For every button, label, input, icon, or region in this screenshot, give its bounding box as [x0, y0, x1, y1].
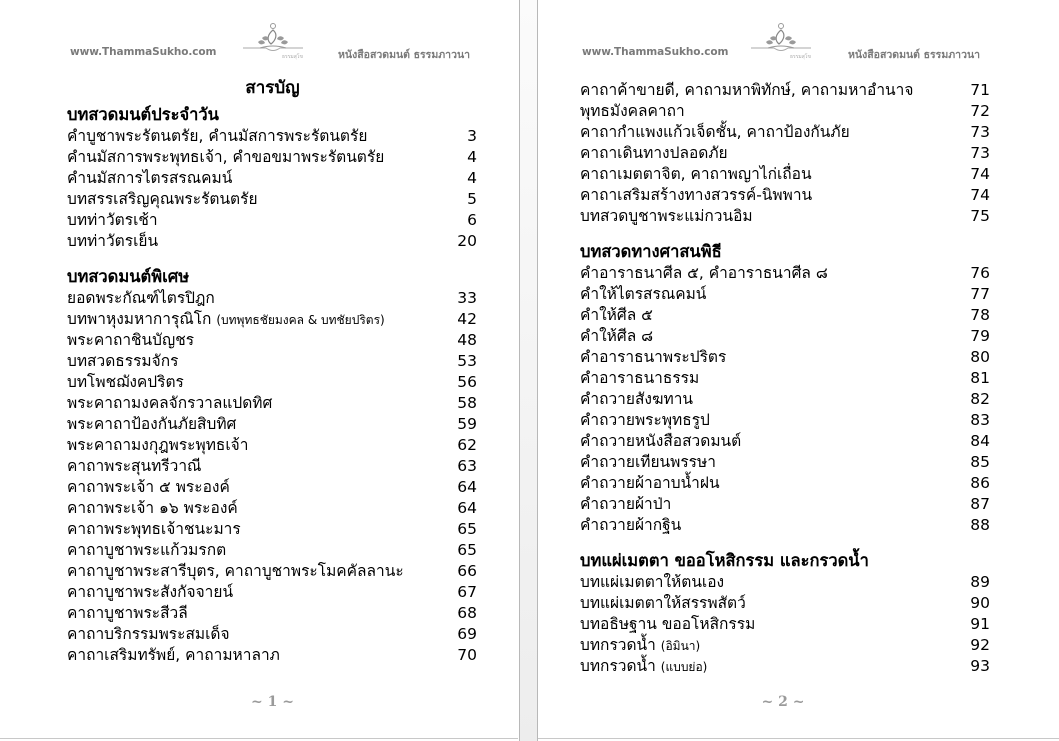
toc-entry-note: (บทพุทธชัยมงคล & บทชัยปริตร)	[216, 313, 385, 327]
toc-entry[interactable]	[67, 456, 477, 477]
toc-entry-title: คาถาบูชาพระสารีบุตร, คาถาบูชาพระโมคคัลลานะ	[67, 562, 404, 580]
toc-page-number: 72	[970, 102, 990, 120]
toc-entry-title-wrap	[67, 168, 232, 189]
toc-entry[interactable]	[580, 572, 990, 593]
toc-page-number: 83	[970, 411, 990, 429]
toc-entry-title-wrap	[67, 414, 236, 435]
toc-page-number: 53	[457, 352, 477, 370]
toc-entry-title-wrap	[67, 330, 194, 351]
toc-entry-title-wrap	[580, 284, 706, 305]
toc-page-number: 68	[457, 604, 477, 622]
toc-entry-title-wrap	[580, 206, 753, 227]
toc-entry-title-wrap	[67, 540, 226, 561]
toc-entry-title: คาถาบริกรรมพระสมเด็จ	[67, 625, 230, 643]
toc-page-number: 67	[457, 583, 477, 601]
toc-page-number: 63	[457, 457, 477, 475]
toc-entry-title: บทสวดบูชาพระแม่กวนอิม	[580, 207, 753, 225]
toc-entry-title: บทท่าวัตรเช้า	[67, 211, 158, 229]
toc-entry-note: (แบบย่อ)	[660, 660, 708, 674]
toc-entry-title-wrap	[67, 210, 158, 231]
toc-entry[interactable]	[67, 189, 477, 210]
toc-entry-title: คำถวายผ้ากฐิน	[580, 516, 682, 534]
toc-entry[interactable]	[580, 515, 990, 536]
toc-page-number: 3	[467, 127, 477, 145]
toc-page-number: 73	[970, 123, 990, 141]
toc-entry[interactable]	[580, 185, 990, 206]
toc-entry[interactable]	[67, 330, 477, 351]
toc-entry[interactable]	[580, 122, 990, 143]
toc-page-number: 59	[457, 415, 477, 433]
toc-page-number: 64	[457, 478, 477, 496]
toc-entry-title: คาถาพระพุทธเจ้าชนะมาร	[67, 520, 241, 538]
toc-entry[interactable]	[580, 635, 990, 656]
toc-page-number: 65	[457, 520, 477, 538]
toc-page-number: 88	[970, 516, 990, 534]
toc-entry-title: ยอดพระกัณฑ์ไตรปิฎก	[67, 289, 215, 307]
section-spacer	[580, 536, 990, 550]
toc-entry[interactable]	[580, 101, 990, 122]
toc-entry[interactable]	[580, 452, 990, 473]
toc-entry-title-wrap	[580, 572, 724, 593]
toc-entry-title-wrap	[580, 494, 671, 515]
toc-page-number: 91	[970, 615, 990, 633]
page-title: สารบัญ	[245, 78, 300, 98]
toc-entry-title: คำให้ศีล ๕	[580, 306, 653, 324]
toc-page-number: 85	[970, 453, 990, 471]
toc-page-number: 89	[970, 573, 990, 591]
toc-entry-title: คาถาเมตตาจิต, คาถาพญาไก่เถื่อน	[580, 165, 812, 183]
toc-entry-title: คาถาบูชาพระแก้วมรกต	[67, 541, 227, 559]
toc-entry[interactable]	[580, 80, 990, 101]
toc-entry[interactable]	[580, 326, 990, 347]
toc-page-number: 78	[970, 306, 990, 324]
toc-entry-title: พระคาถามงกุฎพระพุทธเจ้า	[67, 436, 249, 454]
toc-page-number: 86	[970, 474, 990, 492]
toc-page-number: 5	[467, 190, 477, 208]
toc-entry[interactable]	[580, 410, 990, 431]
toc-entry[interactable]	[67, 624, 477, 645]
toc-entry-title: พุทธมังคลคาถา	[580, 102, 685, 120]
toc-entry[interactable]	[580, 164, 990, 185]
toc-page-number: 20	[457, 232, 477, 250]
toc-entry-title: คาถาเดินทางปลอดภัย	[580, 144, 728, 162]
toc-entry-title-wrap	[580, 635, 700, 657]
toc-page-number: 62	[457, 436, 477, 454]
toc-entry-title-wrap	[67, 477, 230, 498]
toc-entry[interactable]	[67, 231, 477, 252]
svg-text:ธรรมสุโข: ธรรมสุโข	[790, 54, 811, 60]
toc-entry[interactable]	[67, 393, 477, 414]
toc-entry[interactable]	[67, 309, 477, 330]
toc-entry-title: คาถาพระเจ้า ๕ พระองค์	[67, 478, 230, 496]
toc-entry-title-wrap	[580, 122, 850, 143]
site-url: www.ThammaSukho.com	[70, 46, 217, 58]
toc-entry-title: คำถวายหนังสือสวดมนต์	[580, 432, 742, 450]
toc-entry-title-wrap	[67, 309, 385, 331]
toc-page-number: 69	[457, 625, 477, 643]
toc-entry[interactable]	[580, 263, 990, 284]
toc-entry-title: คำถวายผ้าอาบน้ำฝน	[580, 474, 720, 492]
table-of-contents	[67, 104, 477, 666]
toc-page-number: 75	[970, 207, 990, 225]
toc-entry-title: บทกรวดน้ำ	[580, 636, 656, 654]
toc-entry-title-wrap	[580, 368, 699, 389]
toc-entry-title: บทท่าวัตรเย็น	[67, 232, 159, 250]
toc-entry[interactable]	[67, 582, 477, 603]
toc-page-number: 92	[970, 636, 990, 654]
toc-entry-title: คำนมัสการพระพุทธเจ้า, คำขอขมาพระรัตนตรัย	[67, 148, 385, 166]
toc-entry-title-wrap	[67, 372, 184, 393]
toc-entry[interactable]	[580, 593, 990, 614]
toc-entry-title-wrap	[580, 431, 741, 452]
toc-entry[interactable]	[580, 206, 990, 227]
toc-entry-title-wrap	[580, 593, 746, 614]
toc-entry[interactable]	[580, 347, 990, 368]
toc-entry-title-wrap	[67, 393, 272, 414]
page-2	[538, 0, 1059, 739]
page-number: ~ 2 ~	[761, 694, 805, 710]
toc-entry-title: คำนมัสการไตรสรณคมน์	[67, 169, 233, 187]
toc-entry-title: คำบูชาพระรัตนตรัย, คำนมัสการพระรัตนตรัย	[67, 127, 368, 145]
toc-entry[interactable]	[67, 645, 477, 666]
toc-entry-title-wrap	[67, 231, 158, 252]
toc-page-number: 4	[467, 148, 477, 166]
toc-entry-title: บทกรวดน้ำ	[580, 657, 656, 675]
toc-page-number: 42	[457, 310, 477, 328]
toc-entry-title: บทโพชฌังคปริตร	[67, 373, 184, 391]
toc-entry[interactable]	[67, 519, 477, 540]
toc-page-number: 64	[457, 499, 477, 517]
toc-page-number: 82	[970, 390, 990, 408]
section-heading: บทสวดมนต์ประจำวัน	[67, 105, 219, 124]
toc-entry[interactable]	[67, 540, 477, 561]
toc-entry-title-wrap	[67, 624, 230, 645]
toc-entry-title: พระคาถาป้องกันภัยสิบทิศ	[67, 415, 237, 433]
meditation-lotus-logo-icon	[238, 22, 308, 62]
toc-entry[interactable]	[580, 284, 990, 305]
page-gutter	[519, 0, 538, 741]
toc-entry-title-wrap	[67, 147, 384, 168]
toc-entry[interactable]	[67, 477, 477, 498]
toc-entry-title: คาถาเสริมสร้างทางสวรรค์-นิพพาน	[580, 186, 813, 204]
toc-page-number: 70	[457, 646, 477, 664]
toc-entry-title: คำถวายเทียนพรรษา	[580, 453, 716, 471]
toc-page-number: 93	[970, 657, 990, 675]
toc-entry[interactable]	[67, 603, 477, 624]
page-header	[0, 30, 518, 70]
toc-entry-title: พระคาถาชินบัญชร	[67, 331, 195, 349]
toc-entry-title-wrap	[580, 452, 716, 473]
section-heading: บทสวดทางศาสนพิธี	[580, 242, 722, 261]
section-heading: บทแผ่เมตตา ขออโหสิกรรม และกรวดน้ำ	[580, 551, 869, 570]
toc-entry[interactable]	[67, 414, 477, 435]
toc-entry[interactable]	[67, 126, 477, 147]
toc-entry-title: คำถวายสังฆทาน	[580, 390, 693, 408]
toc-page-number: 76	[970, 264, 990, 282]
book-title: หนังสือสวดมนต์ ธรรมภาวนา	[848, 49, 981, 61]
section-spacer	[67, 252, 477, 266]
toc-entry[interactable]	[580, 368, 990, 389]
toc-entry-title-wrap	[67, 456, 201, 477]
section-heading: บทสวดมนต์พิเศษ	[67, 267, 190, 286]
toc-entry-title-wrap	[580, 515, 681, 536]
toc-page-number: 90	[970, 594, 990, 612]
toc-entry-title-wrap	[67, 435, 248, 456]
toc-page-number: 4	[467, 169, 477, 187]
meditation-lotus-logo-icon	[746, 22, 816, 62]
toc-page-number: 65	[457, 541, 477, 559]
toc-page-number: 56	[457, 373, 477, 391]
toc-entry-title-wrap	[67, 189, 258, 210]
toc-entry-title: คาถาบูชาพระสังกัจจายน์	[67, 583, 234, 601]
toc-entry[interactable]	[580, 614, 990, 635]
toc-entry-title-wrap	[580, 326, 653, 347]
toc-page-number: 74	[970, 165, 990, 183]
toc-entry[interactable]	[67, 288, 477, 309]
toc-page-number: 81	[970, 369, 990, 387]
toc-page-number: 73	[970, 144, 990, 162]
toc-page-number: 66	[457, 562, 477, 580]
toc-entry[interactable]	[580, 656, 990, 677]
toc-entry-note: (อิมินา)	[660, 639, 701, 653]
toc-entry-title-wrap	[580, 347, 726, 368]
toc-page-number: 84	[970, 432, 990, 450]
toc-entry-title: คำให้ไตรสรณคมน์	[580, 285, 707, 303]
toc-entry[interactable]	[67, 561, 477, 582]
toc-entry-title-wrap	[67, 645, 280, 666]
toc-entry[interactable]	[580, 143, 990, 164]
toc-entry-title: คำถวายผ้าป่า	[580, 495, 672, 513]
toc-page-number: 74	[970, 186, 990, 204]
toc-entry-title-wrap	[67, 582, 233, 603]
toc-entry[interactable]	[580, 494, 990, 515]
toc-entry-title-wrap	[580, 473, 720, 494]
toc-entry-title-wrap	[580, 614, 755, 635]
toc-page-number: 87	[970, 495, 990, 513]
toc-entry-title-wrap	[580, 80, 913, 101]
toc-entry-title: คาถาค้าขายดี, คาถามหาพิทักษ์, คาถามหาอำนาจ	[580, 81, 914, 99]
toc-entry-title-wrap	[580, 389, 693, 410]
toc-entry-title-wrap	[580, 656, 707, 678]
toc-entry-title: บทแผ่เมตตาให้ตนเอง	[580, 573, 725, 591]
toc-entry-title-wrap	[580, 101, 685, 122]
toc-entry[interactable]	[67, 498, 477, 519]
toc-entry-title: บทแผ่เมตตาให้สรรพสัตว์	[580, 594, 746, 612]
toc-entry-title: พระคาถามงคลจักรวาลแปดทิศ	[67, 394, 273, 412]
site-url: www.ThammaSukho.com	[582, 46, 729, 58]
toc-entry[interactable]	[67, 168, 477, 189]
section-spacer	[580, 227, 990, 241]
toc-entry-title: บทพาหุงมหาการุณิโก	[67, 310, 212, 328]
toc-entry-title: คาถาพระสุนทรีวาณี	[67, 457, 202, 475]
toc-entry-title-wrap	[67, 126, 367, 147]
toc-entry-title-wrap	[67, 603, 188, 624]
toc-entry-title-wrap	[67, 498, 238, 519]
toc-entry-title-wrap	[67, 351, 178, 372]
toc-entry[interactable]	[67, 351, 477, 372]
toc-entry[interactable]	[580, 473, 990, 494]
toc-entry-title-wrap	[580, 164, 812, 185]
toc-entry-title: บทสวดธรรมจักร	[67, 352, 179, 370]
toc-entry[interactable]	[580, 431, 990, 452]
page-1	[0, 0, 518, 739]
toc-entry-title: คาถาพระเจ้า ๑๖ พระองค์	[67, 499, 238, 517]
toc-entry[interactable]	[580, 305, 990, 326]
toc-page-number: 58	[457, 394, 477, 412]
table-of-contents	[580, 80, 990, 677]
toc-page-number: 77	[970, 285, 990, 303]
toc-entry-title-wrap	[67, 519, 241, 540]
page-header	[538, 30, 1059, 70]
toc-entry-title-wrap	[580, 143, 728, 164]
toc-entry-title: คำอาราธนาพระปริตร	[580, 348, 727, 366]
toc-entry[interactable]	[67, 147, 477, 168]
toc-entry-title: คำให้ศีล ๘	[580, 327, 654, 345]
toc-entry-title: คาถากำแพงแก้วเจ็ดชั้น, คาถาป้องกันภัย	[580, 123, 850, 141]
toc-entry-title: คาถาเสริมทรัพย์, คาถามหาลาภ	[67, 646, 280, 664]
toc-entry-title: คำอาราธนาศีล ๕, คำอาราธนาศีล ๘	[580, 264, 828, 282]
toc-entry[interactable]	[67, 435, 477, 456]
toc-entry-title: คำอาราธนาธรรม	[580, 369, 700, 387]
toc-entry-title: คาถาบูชาพระสีวลี	[67, 604, 188, 622]
toc-entry-title: บทสรรเสริญคุณพระรัตนตรัย	[67, 190, 258, 208]
toc-entry-title: คำถวายพระพุทธรูป	[580, 411, 710, 429]
toc-entry[interactable]	[67, 210, 477, 231]
toc-entry-title-wrap	[67, 288, 215, 309]
toc-page-number: 71	[970, 81, 990, 99]
toc-page-number: 80	[970, 348, 990, 366]
toc-entry-title-wrap	[580, 185, 812, 206]
svg-text:ธรรมสุโข: ธรรมสุโข	[282, 54, 303, 60]
toc-entry[interactable]	[580, 389, 990, 410]
toc-entry[interactable]	[67, 372, 477, 393]
toc-entry-title-wrap	[580, 410, 710, 431]
toc-entry-title-wrap	[67, 561, 404, 582]
toc-entry-title: บทอธิษฐาน ขออโหสิกรรม	[580, 615, 756, 633]
toc-entry-title-wrap	[580, 305, 653, 326]
book-title: หนังสือสวดมนต์ ธรรมภาวนา	[338, 49, 471, 61]
toc-page-number: 6	[467, 211, 477, 229]
toc-page-number: 48	[457, 331, 477, 349]
toc-page-number: 79	[970, 327, 990, 345]
page-number: ~ 1 ~	[251, 694, 294, 710]
toc-page-number: 33	[457, 289, 477, 307]
toc-entry-title-wrap	[580, 263, 828, 284]
